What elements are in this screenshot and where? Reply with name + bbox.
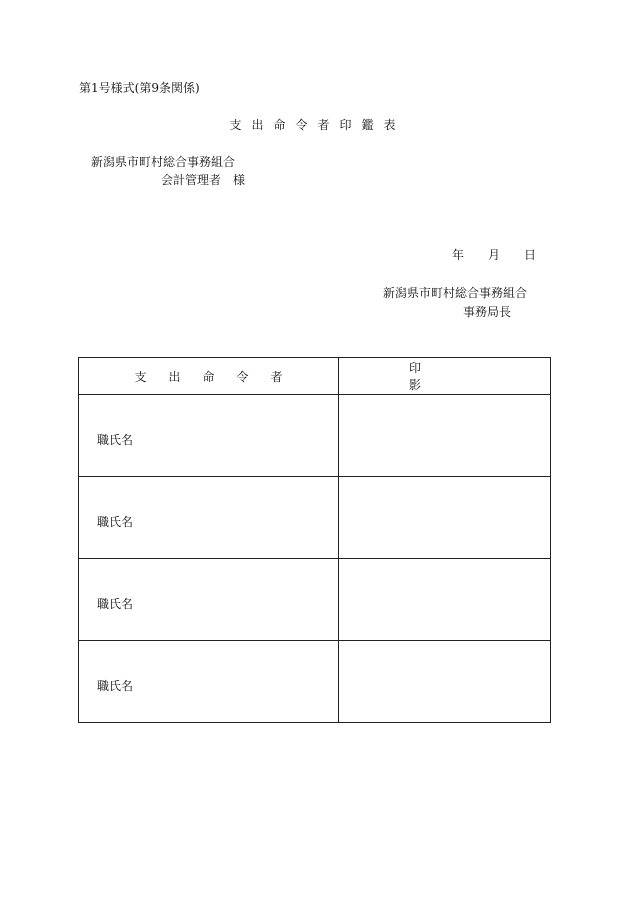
form-number: 第1号様式(第9条関係) — [79, 81, 200, 95]
addressee-role: 会計管理者 様 — [161, 173, 246, 187]
name-cell[interactable] — [79, 559, 339, 640]
table-row — [79, 395, 550, 477]
header-seal-impression: 印影 — [339, 358, 550, 395]
issuer-organization: 新潟県市町村総合事務組合 — [383, 286, 528, 300]
table-row — [79, 477, 550, 559]
name-label: 職氏名 — [97, 597, 134, 611]
name-label: 職氏名 — [97, 515, 134, 529]
seal-cell[interactable] — [339, 477, 550, 558]
name-cell[interactable] — [79, 477, 339, 558]
name-label: 職氏名 — [97, 679, 134, 693]
addressee-organization: 新潟県市町村総合事務組合 — [91, 155, 236, 169]
table-row — [79, 641, 550, 723]
seal-cell[interactable] — [339, 559, 550, 640]
seal-cell[interactable] — [339, 395, 550, 476]
name-cell[interactable] — [79, 641, 339, 723]
date-month-label: 月 — [488, 248, 501, 262]
name-label: 職氏名 — [97, 433, 134, 447]
seal-table — [78, 357, 551, 723]
name-cell[interactable] — [79, 395, 339, 476]
date-year-label: 年 — [452, 248, 465, 262]
seal-cell[interactable] — [339, 641, 550, 723]
header-orderer: 支出命令者 — [79, 358, 339, 395]
date-day-label: 日 — [524, 248, 537, 262]
document-title: 支出命令者印鑑表 — [229, 118, 406, 132]
issuer-role: 事務局長 — [463, 305, 512, 319]
table-row — [79, 559, 550, 641]
date-line — [452, 249, 536, 261]
